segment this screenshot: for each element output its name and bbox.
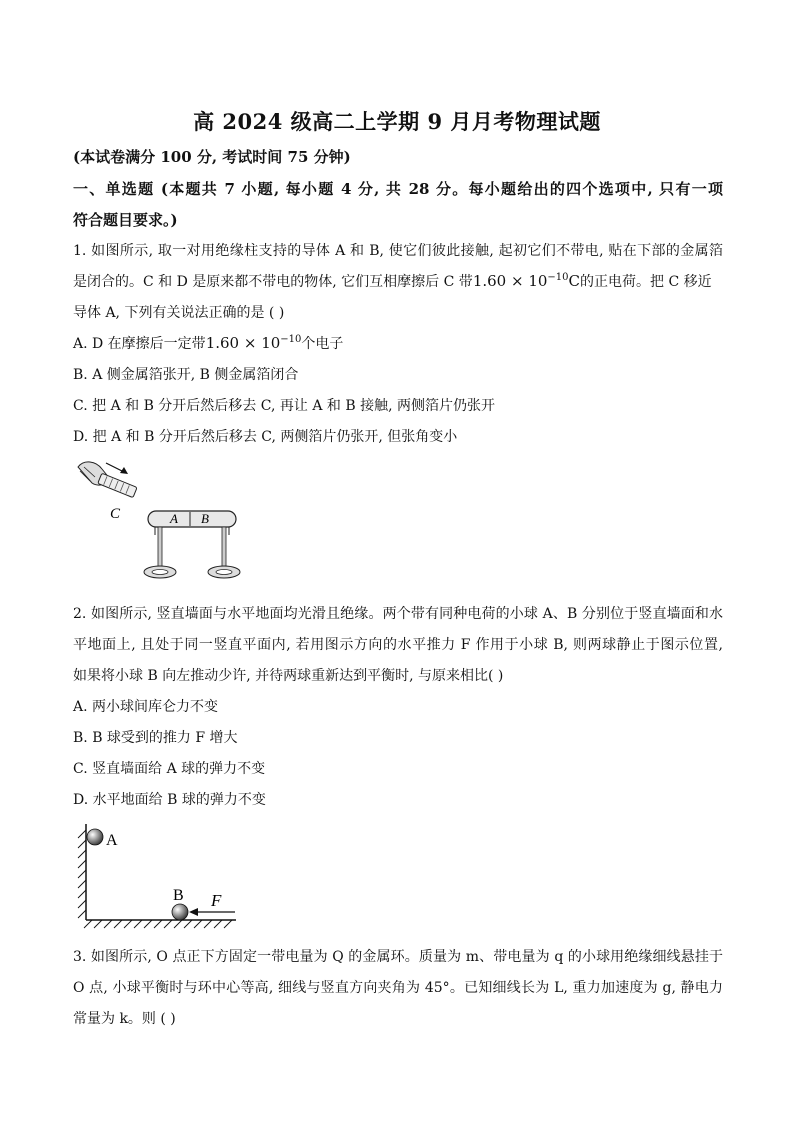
q1-charge-base: 1.60 × 10	[472, 272, 548, 290]
label-b: B	[201, 511, 209, 526]
ball-b	[172, 904, 188, 920]
q1-stem-line2-a: 是闭合的。C 和 D 是原来都不带电的物体, 它们互相摩擦后 C 带	[73, 274, 473, 290]
post-right	[222, 527, 226, 569]
q1-option-a-base: 1.60 × 10	[205, 334, 281, 352]
label-c: C	[110, 506, 121, 522]
q1-option-a-post: 个电子	[301, 336, 344, 352]
q2-stem-line1: 2. 如图所示, 竖直墙面与水平地面均光滑且绝缘。两个带有同种电荷的小球 A、B 分别位于竖直墙面和水	[73, 606, 723, 622]
q2-option-c: C. 竖直墙面给 A 球的弹力不变	[73, 761, 266, 777]
label-force-f: F	[211, 891, 222, 910]
q1-figure	[70, 455, 250, 585]
q1-charge-exp: −10	[547, 272, 569, 283]
q3-stem-line3: 常量为 k。则 ( )	[73, 1011, 176, 1027]
q2-option-b: B. B 球受到的推力 F 增大	[73, 730, 238, 746]
section-heading-line1: 一、单选题 (本题共 7 小题, 每小题 4 分, 共 28 分。每小题给出的四个选项中, 只有一项	[73, 180, 723, 198]
page-title: 高 2024 级高二上学期 9 月月考物理试题	[193, 109, 601, 134]
q1-option-b: B. A 侧金属箔张开, B 侧金属箔闭合	[73, 367, 299, 383]
q2-stem-line2: 平地面上, 且处于同一竖直平面内, 若用图示方向的水平推力 F 作用于小球 B, 则两球静止于图示位置,	[73, 637, 723, 653]
q1-option-a-exp: −10	[280, 334, 302, 345]
q1-stem-line1: 1. 如图所示, 取一对用绝缘柱支持的导体 A 和 B, 使它们彼此接触, 起初它们不带电, 贴在下部的金属箔	[73, 243, 723, 259]
conductor-ab	[148, 511, 236, 527]
q1-stem-line3: 导体 A, 下列有关说法正确的是 ( )	[73, 305, 285, 321]
q1-option-a	[73, 333, 723, 353]
q1-option-a-number	[206, 334, 302, 352]
section-heading-line2: 符合题目要求。)	[73, 211, 178, 229]
q1-option-a-pre: A. D 在摩擦后一定带	[73, 336, 206, 352]
post-left	[158, 527, 162, 569]
label-ball-b: B	[173, 887, 184, 904]
force-arrow-head-icon	[189, 908, 198, 916]
q1-charge	[473, 272, 580, 290]
ball-a	[87, 829, 103, 845]
exam-subtitle: (本试卷满分 100 分, 考试时间 75 分钟)	[73, 148, 351, 166]
q2-option-a: A. 两小球间库仑力不变	[73, 699, 219, 715]
q1-option-c: C. 把 A 和 B 分开后然后移去 C, 再让 A 和 B 接触, 两侧箔片仍张开	[73, 398, 495, 414]
rod-c	[98, 473, 137, 497]
label-ball-a: A	[106, 832, 118, 849]
floor-hatch	[84, 920, 232, 928]
q2-stem-line3: 如果将小球 B 向左推动少许, 并待两球重新达到平衡时, 与原来相比( )	[73, 668, 504, 684]
q3-stem-line1: 3. 如图所示, O 点正下方固定一带电量为 Q 的金属环。质量为 m、带电量为 q 的小球用绝缘细线悬挂于	[73, 949, 723, 965]
q1-stem-line2-b: 的正电荷。把 C 移近	[580, 274, 712, 290]
label-a: A	[170, 511, 178, 526]
q2-figure	[70, 818, 250, 933]
q2-option-d: D. 水平地面给 B 球的弹力不变	[73, 792, 266, 808]
q1-charge-unit: C	[568, 272, 580, 290]
q3-stem-line2: O 点, 小球平衡时与环中心等高, 细线与竖直方向夹角为 45°。已知细线长为 L, 重力加速度为 g, 静电力	[73, 980, 723, 996]
wall-hatch	[78, 830, 86, 918]
q1-option-d: D. 把 A 和 B 分开后然后移去 C, 两侧箔片仍张开, 但张角变小	[73, 429, 458, 445]
q1-stem-line2	[73, 271, 723, 291]
